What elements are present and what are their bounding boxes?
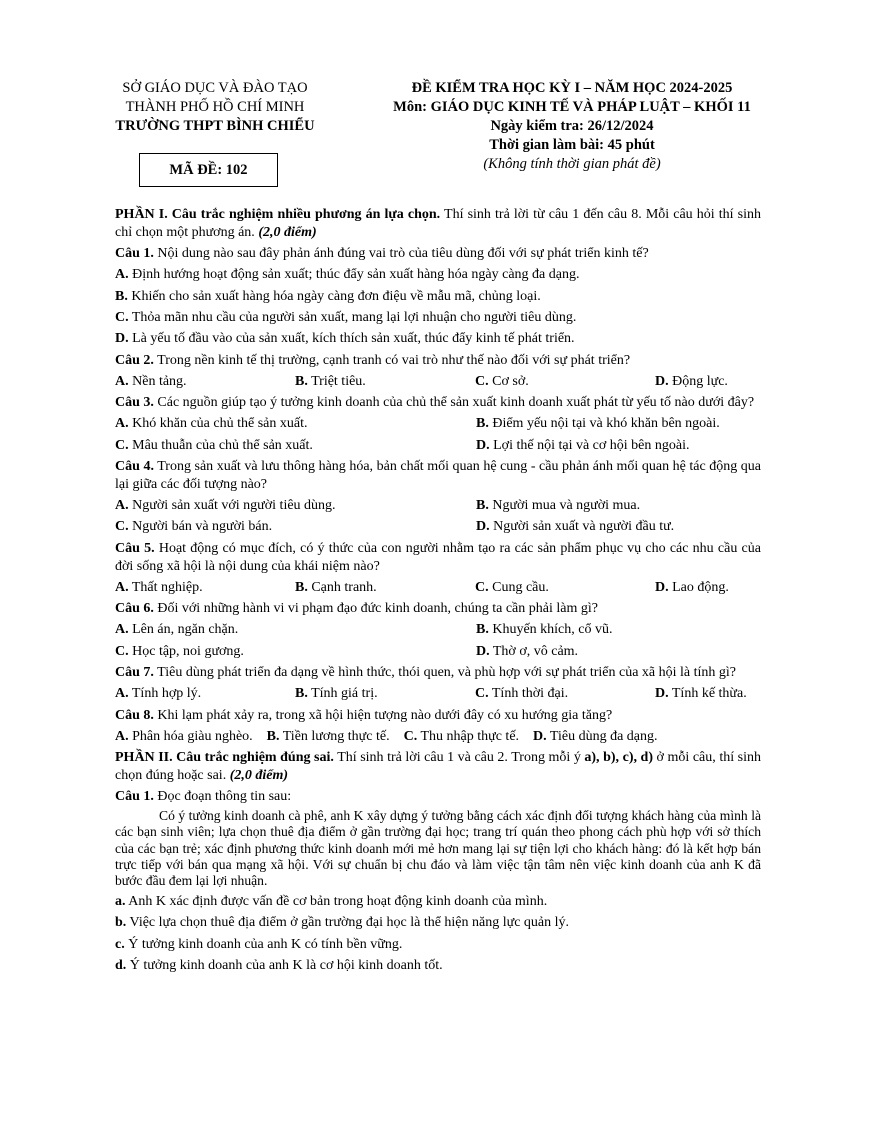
option-row <box>115 643 761 661</box>
option-item <box>115 373 295 391</box>
option-item <box>115 579 295 597</box>
question-text: Trong sản xuất và lưu thông hàng hóa, bản chất mối quan hệ cung - cầu phản ánh mối quan hệ tác động qua lại giữa các đối tượng nào? <box>115 459 761 492</box>
part1-heading <box>115 206 761 242</box>
option-row <box>115 373 761 391</box>
question-1 <box>115 245 761 263</box>
header-right <box>362 79 782 174</box>
question-label: Câu 3. <box>115 395 154 411</box>
option-key: C. <box>115 519 129 535</box>
option-text: Học tập, noi gương. <box>128 643 244 659</box>
option-row <box>115 497 761 515</box>
exam-title: ĐỀ KIỂM TRA HỌC KỲ I – NĂM HỌC 2024-2025 <box>411 80 733 96</box>
question-text: Khi lạm phát xảy ra, trong xã hội hiện tượng nào dưới đây có xu hướng gia tăng? <box>153 707 613 723</box>
option-row <box>115 579 761 597</box>
exam-date: Ngày kiểm tra: 26/12/2024 <box>490 118 654 134</box>
option-text: Thu nhập thực tế. <box>417 728 520 744</box>
department-name: SỞ GIÁO DỤC VÀ ĐÀO TẠO <box>122 80 308 96</box>
option-key: D. <box>476 643 490 659</box>
statement-item <box>115 957 761 975</box>
question-5 <box>115 540 761 576</box>
option-text: Tiêu dùng đa dạng. <box>546 728 658 744</box>
option-key: D. <box>533 728 547 744</box>
part2-title: PHẦN II. Câu trắc nghiệm đúng sai. <box>115 750 334 766</box>
option-item <box>115 330 761 348</box>
option-row <box>115 621 761 639</box>
option-item <box>475 373 655 391</box>
option-item <box>655 579 761 597</box>
option-text: Lên án, ngăn chặn. <box>128 622 239 638</box>
part2-instruction-keys: a), b), c), d) <box>584 750 653 766</box>
question-text: Đọc đoạn thông tin sau: <box>153 789 292 805</box>
option-text: Tính thời đại. <box>488 686 569 702</box>
question-4 <box>115 458 761 494</box>
option-item <box>295 373 475 391</box>
part2-instruction-b: ở mỗi câu, thí sinh chọn đúng hoặc sai. <box>115 750 761 784</box>
exam-subject: Môn: GIÁO DỤC KINH TẾ VÀ PHÁP LUẬT – KHỐI 11 <box>393 99 751 115</box>
option-item <box>475 579 655 597</box>
option-key: C. <box>115 643 129 659</box>
option-text: Thất nghiệp. <box>128 579 203 595</box>
option-key: C. <box>403 728 418 744</box>
option-row <box>115 518 761 536</box>
option-text: Thỏa mãn nhu cầu của người sản xuất, mang lại lợi nhuận cho người tiêu dùng. <box>128 309 577 325</box>
option-item <box>655 373 761 391</box>
option-key: D. <box>655 373 669 389</box>
option-item <box>115 518 476 536</box>
option-item <box>115 415 476 433</box>
option-text: Người mua và người mua. <box>488 498 641 514</box>
statement-item <box>115 893 761 911</box>
option-item <box>115 728 253 746</box>
option-text: Định hướng hoạt động sản xuất; thúc đẩy sản xuất hàng hóa ngày càng đa dạng. <box>128 267 580 283</box>
option-key: C. <box>475 373 489 389</box>
option-key: A. <box>115 373 129 389</box>
statement-text: Ý tưởng kinh doanh của anh K là cơ hội kinh doanh tốt. <box>126 957 443 973</box>
option-text: Thờ ơ, vô cảm. <box>489 643 579 659</box>
statement-key: b. <box>115 915 127 931</box>
question-label: Câu 7. <box>115 665 154 681</box>
option-key: D. <box>476 437 490 453</box>
city-name: THÀNH PHỐ HỒ CHÍ MINH <box>125 99 305 115</box>
exam-code-box <box>139 153 278 187</box>
part2-points: (2,0 điểm) <box>229 768 289 784</box>
option-item <box>115 685 295 703</box>
option-text: Người sản xuất với người tiêu dùng. <box>128 498 336 514</box>
part2-instruction-a: Thí sinh trả lời câu 1 và câu 2. Trong mỗi ý <box>333 750 585 766</box>
option-text: Động lực. <box>668 373 728 389</box>
option-row <box>115 728 761 746</box>
option-key: D. <box>655 686 669 702</box>
question-7 <box>115 664 761 682</box>
option-text: Lợi thế nội tại và cơ hội bên ngoài. <box>489 437 690 453</box>
exam-note: (Không tính thời gian phát đề) <box>483 156 661 172</box>
part1-points: (2,0 điểm) <box>258 224 317 240</box>
option-key: A. <box>115 416 129 432</box>
option-item <box>115 437 476 455</box>
option-text: Cạnh tranh. <box>307 579 377 595</box>
option-key: D. <box>476 519 490 535</box>
option-item <box>115 621 476 639</box>
exam-code: MÃ ĐỀ: 102 <box>169 161 248 178</box>
statement-item <box>115 936 761 954</box>
option-key: C. <box>115 437 129 453</box>
question-text: Các nguồn giúp tạo ý tưởng kinh doanh của chủ thể sản xuất kinh doanh xuất phát từ yếu tố nào dưới đây? <box>153 395 755 411</box>
option-row <box>115 437 761 455</box>
option-key: D. <box>655 579 669 595</box>
question-label: Câu 8. <box>115 707 154 723</box>
statement-key: c. <box>115 936 125 952</box>
statement-key: d. <box>115 957 127 973</box>
option-key: A. <box>115 622 129 638</box>
option-key: D. <box>115 331 129 347</box>
question-label: Câu 1. <box>115 246 154 262</box>
option-item <box>476 643 761 661</box>
option-item <box>295 579 475 597</box>
school-name: TRƯỜNG THPT BÌNH CHIỂU <box>115 118 315 134</box>
question-label: Câu 6. <box>115 601 154 617</box>
option-text: Tính hợp lý. <box>128 686 202 702</box>
option-key: B. <box>476 416 489 432</box>
part2-question-1 <box>115 788 761 806</box>
option-key: B. <box>476 498 489 514</box>
option-text: Cơ sở. <box>488 373 529 389</box>
option-text: Khuyến khích, cổ vũ. <box>488 622 613 638</box>
option-item <box>404 728 519 746</box>
option-key: B. <box>115 288 128 304</box>
statement-text: Việc lựa chọn thuê địa điểm ở gần trường đại học là thể hiện năng lực quản lý. <box>126 915 570 931</box>
option-item <box>476 621 761 639</box>
option-key: B. <box>295 686 308 702</box>
option-item <box>295 685 475 703</box>
option-text: Cung cầu. <box>488 579 549 595</box>
option-row <box>115 685 761 703</box>
option-key: A. <box>115 267 129 283</box>
question-8 <box>115 707 761 725</box>
option-text: Người bán và người bán. <box>128 519 273 535</box>
option-text: Tính kế thừa. <box>668 686 747 702</box>
option-key: C. <box>475 579 489 595</box>
option-text: Phân hóa giàu nghèo. <box>128 728 253 744</box>
option-item <box>115 266 761 284</box>
option-key: B. <box>476 622 489 638</box>
question-text: Tiêu dùng phát triển đa dạng về hình thức, thói quen, và phù hợp với sự phát triển của xã hội là tính gì? <box>153 665 737 681</box>
option-key: C. <box>115 309 129 325</box>
option-item <box>476 497 761 515</box>
header-left <box>95 79 335 136</box>
option-text: Là yếu tố đầu vào của sản xuất, kích thích sản xuất, thúc đẩy kinh tế phát triển. <box>128 331 575 347</box>
option-item <box>655 685 761 703</box>
exam-content <box>115 206 761 975</box>
option-text: Lao động. <box>668 579 729 595</box>
question-text: Hoạt động có mục đích, có ý thức của con người nhằm tạo ra các sản phẩm phục vụ cho các nhu cầu của đời sống xã hội là nội dung của khái niệm nào? <box>115 540 761 574</box>
reading-passage: Có ý tưởng kinh doanh cà phê, anh K xây dựng ý tưởng bằng cách xác định đối tượng khách hàng của mình là các bạn sinh viên; lựa chọn thuê địa điểm ở gần trường đại học; trang trí quán theo phong cách phù hợp với sở thích của các bạn trẻ; xác định phương thức kinh doanh mới mẻ hơn mang lại sự tiện lợi cho khách hàng: đó là kết hợp bán trực tiếp với bán qua mạng xã hội. Với sự chuẩn bị chu đáo và làm việc tận tâm nên việc kinh doanh của anh K đã bước đầu đem lại lợi nhuận. <box>115 808 761 889</box>
option-text: Tính giá trị. <box>307 686 378 702</box>
option-key: A. <box>115 728 129 744</box>
option-key: B. <box>295 579 308 595</box>
question-text: Nội dung nào sau đây phản ánh đúng vai trò của tiêu dùng đối với sự phát triển kinh tế? <box>153 246 649 262</box>
question-text: Đối với những hành vi vi phạm đạo đức kinh doanh, chúng ta cần phải làm gì? <box>153 601 598 617</box>
option-key: A. <box>115 579 129 595</box>
option-key: B. <box>266 728 280 744</box>
option-item <box>115 309 761 327</box>
option-text: Khó khăn của chủ thể sản xuất. <box>128 416 308 432</box>
part2-heading <box>115 749 761 785</box>
option-key: C. <box>475 686 489 702</box>
option-key: A. <box>115 686 129 702</box>
option-item <box>476 518 761 536</box>
option-row <box>115 415 761 433</box>
question-label: Câu 1. <box>115 789 154 805</box>
option-item <box>475 685 655 703</box>
option-text: Người sản xuất và người đầu tư. <box>489 519 675 535</box>
option-text: Nền tảng. <box>128 373 187 389</box>
question-6 <box>115 600 761 618</box>
option-item <box>533 728 657 746</box>
statement-text: Ý tưởng kinh doanh của anh K có tính bền vững. <box>124 936 403 952</box>
option-text: Mâu thuẫn của chủ thể sản xuất. <box>128 437 313 453</box>
question-3 <box>115 394 761 412</box>
option-item <box>115 643 476 661</box>
statement-key: a. <box>115 894 126 910</box>
part1-instruction: Thí sinh trả lời từ câu 1 đến câu 8. Mỗi câu hỏi thí sinh chỉ chọn một phương án. <box>115 207 761 240</box>
option-text: Điểm yếu nội tại và khó khăn bên ngoài. <box>488 416 720 432</box>
option-item <box>476 415 761 433</box>
option-key: A. <box>115 498 129 514</box>
question-label: Câu 2. <box>115 352 154 368</box>
option-item <box>115 288 761 306</box>
exam-duration: Thời gian làm bài: 45 phút <box>489 137 655 153</box>
option-item <box>115 497 476 515</box>
option-text: Triệt tiêu. <box>307 373 366 389</box>
option-key: B. <box>295 373 308 389</box>
option-text: Tiền lương thực tế. <box>279 728 390 744</box>
statement-item <box>115 914 761 932</box>
question-text: Trong nền kinh tế thị trường, cạnh tranh có vai trò như thế nào đối với sự phát triển? <box>153 352 631 368</box>
question-label: Câu 4. <box>115 459 154 475</box>
question-label: Câu 5. <box>115 540 155 556</box>
option-item <box>267 728 390 746</box>
option-text: Khiến cho sản xuất hàng hóa ngày càng đơn điệu về mẫu mã, chủng loại. <box>127 288 541 304</box>
statement-text: Anh K xác định được vấn đề cơ bản trong hoạt động kinh doanh của mình. <box>125 894 548 910</box>
part1-title: PHẦN I. Câu trắc nghiệm nhiều phương án lựa chọn. <box>115 207 441 222</box>
question-2 <box>115 352 761 370</box>
option-item <box>476 437 761 455</box>
